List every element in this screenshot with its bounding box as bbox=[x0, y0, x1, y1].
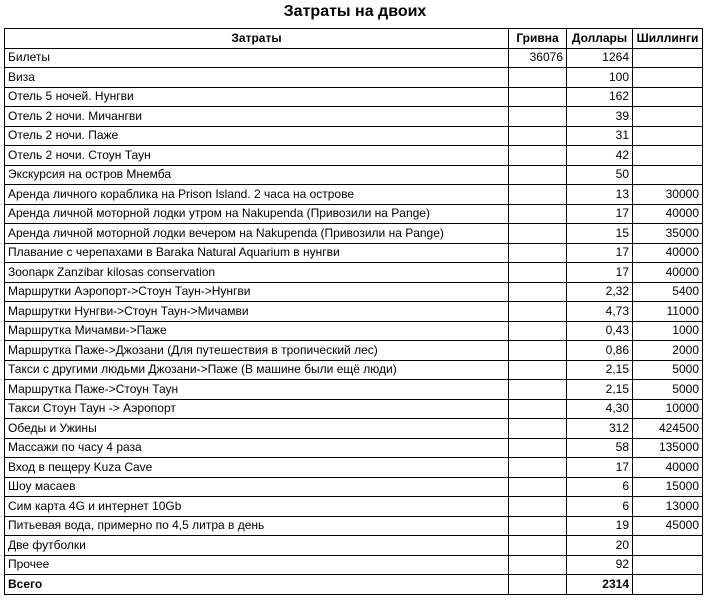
cell-item: Маршрутка Мичамви->Паже bbox=[5, 321, 509, 341]
total-row bbox=[5, 575, 703, 595]
cell-usd: 17 bbox=[567, 204, 633, 224]
cell-item: Аренда личной моторной лодки вечером на Nakupenda (Привозили на Pange) bbox=[5, 224, 509, 244]
cell-item: Шоу масаев bbox=[5, 477, 509, 497]
cell-uah bbox=[509, 360, 567, 380]
cell-usd: 42 bbox=[567, 146, 633, 166]
cell-uah bbox=[509, 282, 567, 302]
cell-tzs: 1000 bbox=[633, 321, 703, 341]
table-row bbox=[5, 497, 703, 517]
cell-tzs: 5000 bbox=[633, 380, 703, 400]
header-expenses: Затраты bbox=[5, 29, 509, 49]
table-row bbox=[5, 341, 703, 361]
cell-tzs: 135000 bbox=[633, 438, 703, 458]
cell-tzs bbox=[633, 536, 703, 556]
cell-tzs: 40000 bbox=[633, 263, 703, 283]
cell-tzs: 13000 bbox=[633, 497, 703, 517]
cell-usd: 15 bbox=[567, 224, 633, 244]
cell-uah bbox=[509, 126, 567, 146]
table-row bbox=[5, 68, 703, 88]
cell-tzs bbox=[633, 165, 703, 185]
cell-uah bbox=[509, 477, 567, 497]
cell-uah bbox=[509, 555, 567, 575]
table-body bbox=[5, 48, 703, 575]
cell-usd: 4,73 bbox=[567, 302, 633, 322]
cell-usd: 2,15 bbox=[567, 360, 633, 380]
cell-uah bbox=[509, 321, 567, 341]
cell-uah bbox=[509, 107, 567, 127]
cell-uah bbox=[509, 146, 567, 166]
cell-uah bbox=[509, 438, 567, 458]
cell-item: Сим карта 4G и интернет 10Gb bbox=[5, 497, 509, 517]
header-uah: Гривна bbox=[509, 29, 567, 49]
cell-tzs: 30000 bbox=[633, 185, 703, 205]
header-tzs: Шиллинги bbox=[633, 29, 703, 49]
cell-usd: 20 bbox=[567, 536, 633, 556]
cell-tzs: 15000 bbox=[633, 477, 703, 497]
cell-item: Аренда личного кораблика на Prison Island. 2 часа на острове bbox=[5, 185, 509, 205]
cell-usd: 6 bbox=[567, 497, 633, 517]
cell-usd: 17 bbox=[567, 263, 633, 283]
cell-usd: 2,15 bbox=[567, 380, 633, 400]
table-row bbox=[5, 302, 703, 322]
cell-tzs: 45000 bbox=[633, 516, 703, 536]
cell-uah bbox=[509, 341, 567, 361]
cell-item: Массажи по часу 4 раза bbox=[5, 438, 509, 458]
cell-usd: 13 bbox=[567, 185, 633, 205]
cell-uah bbox=[509, 165, 567, 185]
cell-usd: 17 bbox=[567, 458, 633, 478]
table-row bbox=[5, 263, 703, 283]
cell-item: Две футболки bbox=[5, 536, 509, 556]
cell-uah bbox=[509, 399, 567, 419]
cell-item: Маршрутка Паже->Джозани (Для путешествия в тропический лес) bbox=[5, 341, 509, 361]
table-row bbox=[5, 204, 703, 224]
table-row bbox=[5, 321, 703, 341]
cell-usd: 39 bbox=[567, 107, 633, 127]
cell-item: Виза bbox=[5, 68, 509, 88]
cell-uah bbox=[509, 516, 567, 536]
cell-tzs: 40000 bbox=[633, 458, 703, 478]
cell-usd: 50 bbox=[567, 165, 633, 185]
cell-uah: 36076 bbox=[509, 48, 567, 68]
cell-item: Маршрутки Нунгви->Стоун Таун->Мичамви bbox=[5, 302, 509, 322]
cell-usd: 17 bbox=[567, 243, 633, 263]
cell-item: Плавание с черепахами в Baraka Natural Aquarium в нунгви bbox=[5, 243, 509, 263]
cell-item: Зоопарк Zanzibar kilosas conservation bbox=[5, 263, 509, 283]
table-row bbox=[5, 146, 703, 166]
cell-item: Вход в пещеру Kuza Cave bbox=[5, 458, 509, 478]
cell-uah bbox=[509, 302, 567, 322]
cell-uah bbox=[509, 263, 567, 283]
cell-usd: 100 bbox=[567, 68, 633, 88]
table-row bbox=[5, 536, 703, 556]
cell-uah bbox=[509, 68, 567, 88]
cell-item: Отель 2 ночи. Паже bbox=[5, 126, 509, 146]
cell-uah bbox=[509, 87, 567, 107]
cell-uah bbox=[509, 458, 567, 478]
table-row bbox=[5, 438, 703, 458]
cell-tzs: 2000 bbox=[633, 341, 703, 361]
cell-item: Отель 2 ночи. Мичангви bbox=[5, 107, 509, 127]
cell-item: Маршрутка Паже->Стоун Таун bbox=[5, 380, 509, 400]
table-row bbox=[5, 399, 703, 419]
header-usd: Доллары bbox=[567, 29, 633, 49]
cell-tzs bbox=[633, 48, 703, 68]
total-label: Всего bbox=[5, 575, 509, 595]
cell-tzs bbox=[633, 146, 703, 166]
table-row bbox=[5, 48, 703, 68]
cell-usd: 92 bbox=[567, 555, 633, 575]
table-row bbox=[5, 126, 703, 146]
table-row bbox=[5, 185, 703, 205]
table-row bbox=[5, 243, 703, 263]
cell-tzs: 424500 bbox=[633, 419, 703, 439]
table-row bbox=[5, 107, 703, 127]
cell-uah bbox=[509, 185, 567, 205]
table-row bbox=[5, 87, 703, 107]
cell-usd: 2,32 bbox=[567, 282, 633, 302]
table-row bbox=[5, 360, 703, 380]
cell-item: Обеды и Ужины bbox=[5, 419, 509, 439]
table-row bbox=[5, 516, 703, 536]
cell-usd: 6 bbox=[567, 477, 633, 497]
cell-usd: 19 bbox=[567, 516, 633, 536]
cell-usd: 0,43 bbox=[567, 321, 633, 341]
table-row bbox=[5, 555, 703, 575]
cell-tzs bbox=[633, 87, 703, 107]
cell-item: Отель 5 ночей. Нунгви bbox=[5, 87, 509, 107]
cell-uah bbox=[509, 536, 567, 556]
cell-tzs: 5000 bbox=[633, 360, 703, 380]
table-row bbox=[5, 380, 703, 400]
cell-item: Билеты bbox=[5, 48, 509, 68]
cell-uah bbox=[509, 224, 567, 244]
cell-usd: 4,30 bbox=[567, 399, 633, 419]
cell-item: Такси с другими людьми Джозани->Паже (В машине были ещё люди) bbox=[5, 360, 509, 380]
cell-tzs bbox=[633, 126, 703, 146]
cell-uah bbox=[509, 419, 567, 439]
total-uah bbox=[509, 575, 567, 595]
cell-tzs: 40000 bbox=[633, 243, 703, 263]
cell-tzs: 11000 bbox=[633, 302, 703, 322]
total-tzs bbox=[633, 575, 703, 595]
cell-tzs bbox=[633, 107, 703, 127]
header-row bbox=[5, 29, 703, 49]
cell-tzs bbox=[633, 555, 703, 575]
cell-tzs: 10000 bbox=[633, 399, 703, 419]
table-row bbox=[5, 458, 703, 478]
table-row bbox=[5, 224, 703, 244]
cell-usd: 0,86 bbox=[567, 341, 633, 361]
cell-uah bbox=[509, 497, 567, 517]
cell-item: Отель 2 ночи. Стоун Таун bbox=[5, 146, 509, 166]
cell-item: Такси Стоун Таун -> Аэропорт bbox=[5, 399, 509, 419]
cell-tzs: 40000 bbox=[633, 204, 703, 224]
table-row bbox=[5, 419, 703, 439]
cell-usd: 1264 bbox=[567, 48, 633, 68]
total-usd: 2314 bbox=[567, 575, 633, 595]
cell-tzs: 5400 bbox=[633, 282, 703, 302]
cell-uah bbox=[509, 243, 567, 263]
table-row bbox=[5, 477, 703, 497]
cell-item: Маршрутки Аэропорт->Стоун Таун->Нунгви bbox=[5, 282, 509, 302]
page-title: Затраты на двоих bbox=[283, 3, 427, 20]
cell-item: Питьевая вода, примерно по 4,5 литра в день bbox=[5, 516, 509, 536]
expenses-table bbox=[4, 28, 703, 595]
cell-item: Аренда личной моторной лодки утром на Nakupenda (Привозили на Pange) bbox=[5, 204, 509, 224]
table-row bbox=[5, 282, 703, 302]
cell-uah bbox=[509, 380, 567, 400]
cell-usd: 312 bbox=[567, 419, 633, 439]
cell-uah bbox=[509, 204, 567, 224]
cell-tzs bbox=[633, 68, 703, 88]
cell-tzs: 35000 bbox=[633, 224, 703, 244]
cell-item: Экскурсия на остров Мнемба bbox=[5, 165, 509, 185]
cell-usd: 31 bbox=[567, 126, 633, 146]
cell-usd: 58 bbox=[567, 438, 633, 458]
cell-usd: 162 bbox=[567, 87, 633, 107]
cell-item: Прочее bbox=[5, 555, 509, 575]
table-row bbox=[5, 165, 703, 185]
